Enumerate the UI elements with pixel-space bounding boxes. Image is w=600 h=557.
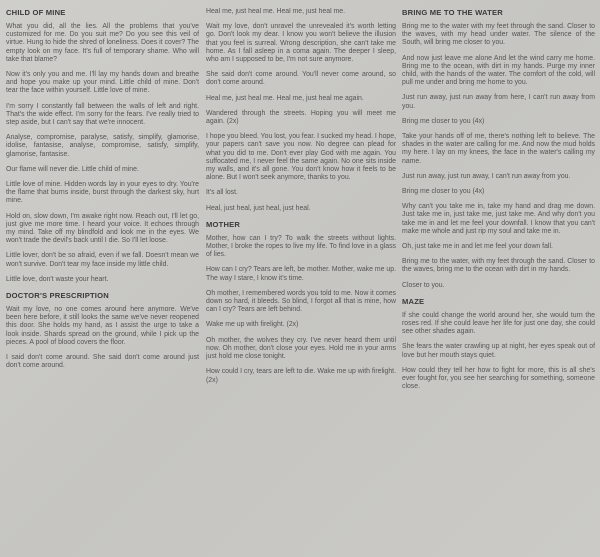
lyric-paragraph: Little love, don't waste your heart. <box>6 275 109 283</box>
lyric-paragraph: Bring me closer to you (4x) <box>402 117 485 125</box>
lyric-paragraph: How could they tell her how to fight for more, this is all she's ever fought for, you see her searching for something, someone close. <box>402 366 595 391</box>
lyric-paragraph: It's all lost. <box>206 189 238 197</box>
lyric-paragraph: Heal me, just heal me. Heal me, just heal me again. <box>206 94 364 102</box>
song-title-bring-me-to-the-water: BRING ME TO THE WATER <box>402 8 503 17</box>
lyric-paragraph: She said don't come around. You'll never come around, so don't come around. <box>206 71 396 87</box>
lyric-paragraph: Analyse, compromise, paralyse, satisfy, simplify, glamorise, idolise, fantasise, analyse, compromise, satisfy, simplify, glamorise, fantasise. <box>6 134 199 158</box>
lyric-paragraph: Wait my love, don't unravel the unrevealed it's worth letting go. Don't look my dear. I know you won't believe the illusion that you feel is surreal. Wrong description, she can't take me home. As I fall asleep in a coma again. The deeper I sleep, who am I supposed to be, I'm not sure anymore. <box>206 23 396 64</box>
lyric-paragraph: How can I cry? Tears are left, be mother. Mother, wake me up. The way I stare, I know it's time. <box>206 266 396 282</box>
lyric-paragraph: Bring me closer to you (4x) <box>402 188 485 196</box>
lyric-paragraph: Why can't you take me in, take my hand and drag me down. Just take me in, just take me, just take me. And why don't you take me in and let me feel your downfall. I know that you can't make me whole and just rip my soul and take me in. <box>402 203 595 235</box>
song-title-maze: MAZE <box>402 296 425 306</box>
lyric-paragraph: What you did, all the lies. All the problems that you've customized for me. Do you suit me? Do you see this veil of virtue. Hung to hide the shred of loneliness. Does it cover? The empty look on my face. It's full of temporary shame. Who will take that blame? <box>6 23 199 63</box>
lyric-paragraph: How could I cry, tears are left to die. Wake me up with firelight. (2x) <box>206 368 396 384</box>
lyric-paragraph: Wandered through the streets. Hoping you will meet me again. (2x) <box>206 109 396 126</box>
column-right <box>402 8 595 553</box>
lyric-paragraph: Oh, just take me in and let me feel your down fall. <box>402 243 553 251</box>
lyric-paragraph: Now it's only you and me. I'll lay my hands down and breathe and hope you make up your mind. Little child of mine. Don't tear the face within yourself. Little love of mine. <box>6 71 199 95</box>
lyric-paragraph: Little love of mine. Hidden words lay in your eyes to dry. You're the flame that burns inside, burst through the darkest sky, hurt mine. <box>6 181 199 205</box>
column-left <box>6 8 199 553</box>
lyric-paragraph: Our flame will never die. Little child of mine. <box>6 165 139 173</box>
lyric-paragraph: Closer to you. <box>402 281 445 289</box>
lyric-paragraph: Wait my love, no one comes around here anymore. We've been here before, it still looks the same we've never reopened this door. She holds my hand, as I assist the urge to take a look inside. Shards spread on the ground, while I pick up the pieces. A pool of blood covers the floor. <box>6 306 199 346</box>
lyric-paragraph: If she could change the world around her, she would turn the roses red. If she could leave her life for just one day, she could see other shades again. <box>402 311 595 336</box>
lyric-paragraph: Wake me up with firelight. (2x) <box>206 321 299 329</box>
lyric-paragraph: Just run away, just run away, I can't run away from you. <box>402 172 571 180</box>
song-title-child-of-mine: CHILD OF MINE <box>6 8 66 17</box>
lyric-paragraph: I hope you bleed. You lost, you fear. I sucked my head. I hope, your papers can't save you now. No degree can plead for what you did to me. Don't ever play God with me again. You suffocated me, I never feel the same again. No one sits inside my walls, and it's all gone. You don't know how it feels to be alone. But I won't seek anymore, thanks to you. <box>206 133 396 182</box>
lyric-paragraph: Mother, how can I try? To walk the streets without lights. Mother, I broke the ropes to live my life. To find love in a glass of lies. <box>206 234 396 259</box>
lyric-paragraph: Take your hands off of me, there's nothing left to believe. The shades in the water are calling for me. And now the mud holds my here. I lay on my knees, the face in the water's calling my name. <box>402 133 595 165</box>
lyric-paragraph: Heal, just heal, just heal, just heal. <box>206 204 311 212</box>
lyric-paragraph: Bring me to the water, with my feet through the sand. Closer to the waves, bring me to the ocean with dirt in my hands. <box>402 258 595 274</box>
column-middle <box>206 8 396 553</box>
song-title-doctors-prescription: DOCTOR'S PRESCRIPTION <box>6 291 109 301</box>
lyric-paragraph: Hold on, slow down, I'm awake right now. Reach out, I'll let go, just give me more time. I heard your voice. It echoes through my mind. Take off my blindfold and look me in the eyes. We won't trade the devil's back until I die. So I'll let loose. <box>6 212 199 245</box>
lyric-paragraph: She fears the water crawling up at night, her eyes speak out of love but her mouth stays quiet. <box>402 343 595 359</box>
lyric-paragraph: Heal me, just heal me. Heal me, just heal me. <box>206 8 346 15</box>
lyric-paragraph: I'm sorry I constantly fall between the walls of left and right. That's the wide effect. I'm sorry for the fears. I've really tried to step aside, but I can't say that we're innocent. <box>6 102 199 127</box>
lyric-paragraph: Oh mother, I remembered words you told to me. Now it comes down so hard, it bleeds. So blind, I forgot all that is mine, how can I cry? Tears are left behind. <box>206 289 396 314</box>
lyric-paragraph: Just run away, just run away from here, I can't run away from you. <box>402 94 595 110</box>
lyric-paragraph: I said don't come around. She said don't come around just don't come around. <box>6 354 199 370</box>
lyric-paragraph: And now just leave me alone And let the wind carry me home. Bring me to the ocean, with dirt in my hands. Purge my inner child, with the hands of the water. The comfort of the cold, will pull me under and bring me home to you. <box>402 54 595 87</box>
lyric-paragraph: Oh mother, the wolves they cry. I've never heard them until now. Oh mother, don't close your eyes. Hold me in your arms just hold me close tonight. <box>206 336 396 361</box>
lyric-paragraph: Little lover, don't be so afraid, even if we fall. Doesn't mean we won't survive. Don't tear my face inside my little child. <box>6 252 199 268</box>
lyric-paragraph: Bring me to the water with my feet through the sand. Closer to the waves, with my head under water. The silence of the South, will bring me closer to you. <box>402 23 595 47</box>
song-title-mother: MOTHER <box>206 219 241 229</box>
